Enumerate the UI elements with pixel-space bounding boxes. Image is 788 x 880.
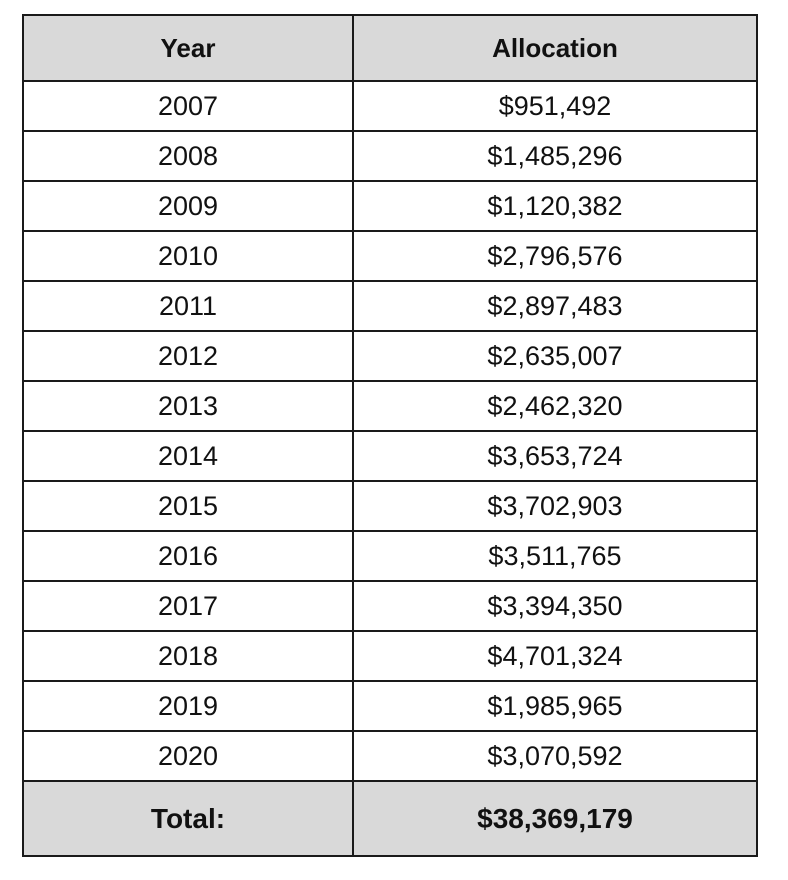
year-cell: 2019 [23,681,353,731]
header-row [23,15,757,81]
table-row [23,381,757,431]
year-cell: 2008 [23,131,353,181]
table-row [23,331,757,381]
table-row [23,81,757,131]
allocation-cell: $1,120,382 [353,181,757,231]
year-cell: 2017 [23,581,353,631]
allocation-cell: $2,897,483 [353,281,757,331]
allocation-cell: $3,702,903 [353,481,757,531]
allocation-cell: $951,492 [353,81,757,131]
table-row [23,131,757,181]
allocation-cell: $3,070,592 [353,731,757,781]
table-row [23,681,757,731]
table-row [23,481,757,531]
table-row [23,181,757,231]
year-cell: 2015 [23,481,353,531]
allocation-cell: $3,511,765 [353,531,757,581]
table-row [23,431,757,481]
allocation-cell: $3,653,724 [353,431,757,481]
year-cell: 2014 [23,431,353,481]
table-row [23,531,757,581]
year-cell: 2007 [23,81,353,131]
allocation-cell: $3,394,350 [353,581,757,631]
table-row [23,231,757,281]
table-row [23,281,757,331]
total-value: $38,369,179 [353,781,757,856]
year-cell: 2020 [23,731,353,781]
allocation-cell: $2,462,320 [353,381,757,431]
allocation-cell: $4,701,324 [353,631,757,681]
total-label: Total: [23,781,353,856]
year-cell: 2009 [23,181,353,231]
year-cell: 2016 [23,531,353,581]
column-header-allocation: Allocation [353,15,757,81]
allocation-cell: $2,796,576 [353,231,757,281]
table-row [23,731,757,781]
allocation-cell: $1,485,296 [353,131,757,181]
table-body [23,81,757,781]
year-cell: 2013 [23,381,353,431]
column-header-year: Year [23,15,353,81]
allocation-table [22,14,758,857]
year-cell: 2011 [23,281,353,331]
table-row [23,581,757,631]
table-row [23,631,757,681]
allocation-cell: $1,985,965 [353,681,757,731]
total-row [23,781,757,856]
year-cell: 2012 [23,331,353,381]
allocation-cell: $2,635,007 [353,331,757,381]
year-cell: 2018 [23,631,353,681]
year-cell: 2010 [23,231,353,281]
